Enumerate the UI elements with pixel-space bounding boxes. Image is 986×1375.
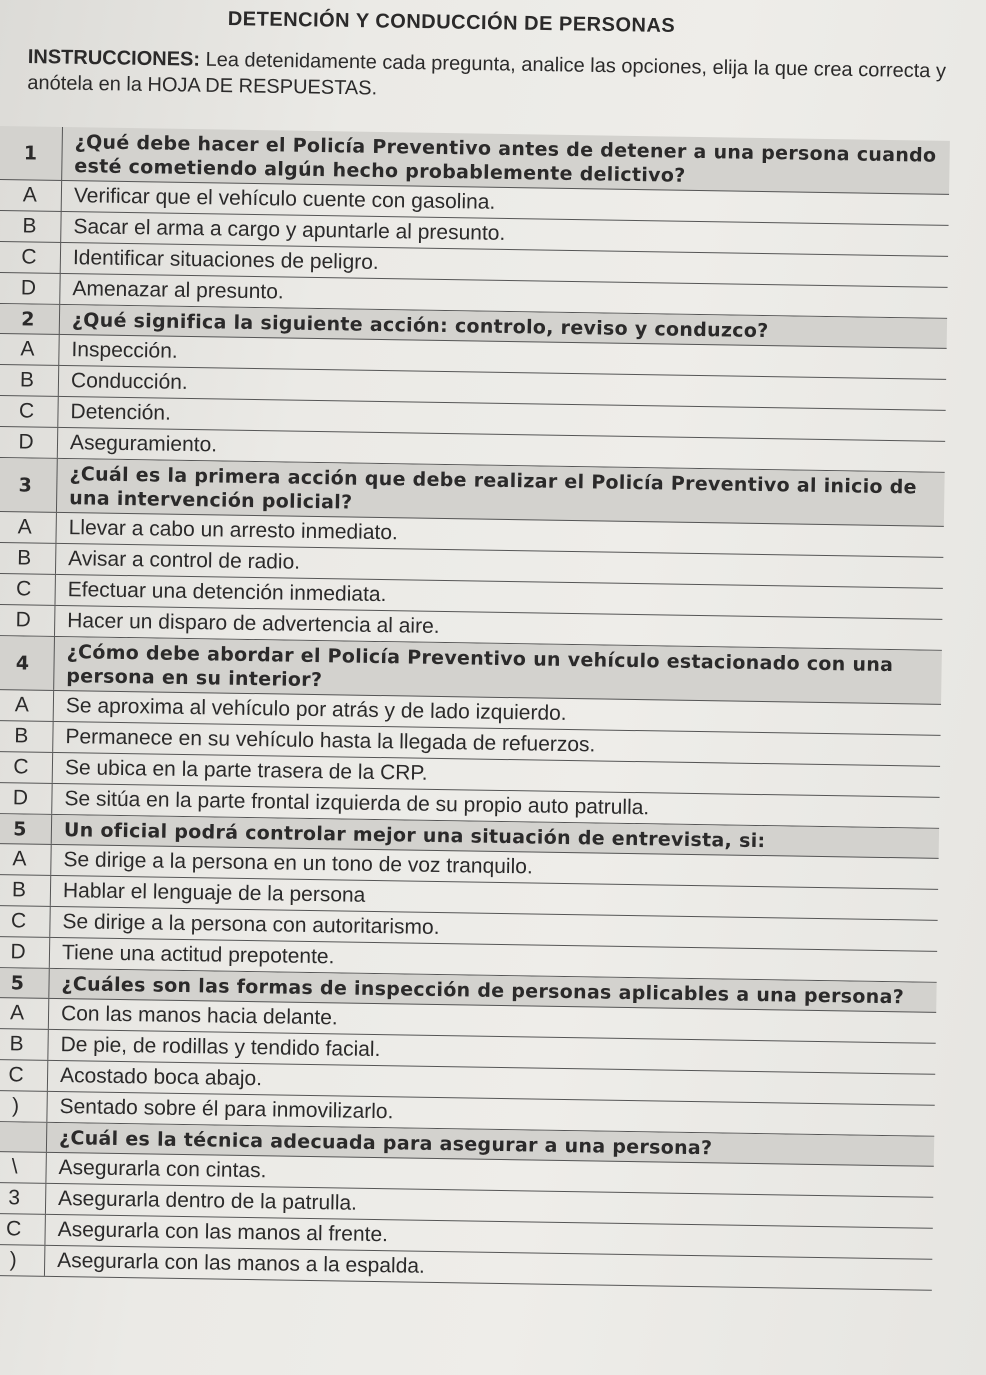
option-text: Asegurarla con las manos a la espalda. [57, 1249, 426, 1278]
option-letter: D [0, 783, 53, 814]
option-letter: B [0, 365, 59, 396]
option-text: Se sitúa en la parte frontal izquierda de su propio auto patrulla. [64, 787, 650, 820]
option-letter: D [0, 273, 61, 304]
option-text: Tiene una actitud prepotente. [61, 941, 335, 969]
option-text: Verificar que el vehículo cuente con gasolina. [73, 184, 496, 214]
option-letter: \ [0, 1152, 47, 1183]
option-letter: B [0, 875, 51, 906]
option-text: Hablar el lenguaje de la persona [62, 879, 366, 907]
option-text: Con las manos hacia delante. [60, 1002, 338, 1030]
option-letter: A [0, 180, 62, 211]
question-number: 1 [0, 126, 63, 180]
option-text: Hacer un disparo de advertencia al aire. [67, 609, 440, 638]
question-number: 5 [0, 968, 50, 998]
question-number: 5 [0, 814, 52, 844]
option-letter: D [0, 427, 58, 458]
page-title: DETENCIÓN Y CONDUCCIÓN DE PERSONAS [227, 8, 676, 38]
option-text: Se ubica en la parte trasera de la CRP. [64, 756, 428, 785]
question-text: ¿Cuál es la primera acción que debe realizar el Policía Preventivo al inicio de una intervención policial? [68, 463, 918, 514]
option-text: Conducción. [70, 369, 188, 394]
option-text: Se dirige a la persona en un tono de voz tranquilo. [63, 848, 533, 879]
question-text: ¿Qué debe hacer el Policía Preventivo antes de detener a una persona cuando esté cometiendo algún hecho probablemente delictivo? [74, 131, 937, 187]
option-text: Sentado sobre él para inmovilizarlo. [59, 1095, 394, 1124]
option-letter: B [0, 543, 56, 574]
option-letter: A [0, 512, 57, 543]
option-text: Se dirige a la persona con autoritarismo. [62, 910, 440, 940]
option-letter: C [0, 242, 61, 273]
questions-table [0, 126, 950, 1291]
option-text: Efectuar una detención inmediata. [67, 578, 387, 607]
option-text: Se aproxima al vehículo por atrás y de lado izquierdo. [65, 694, 567, 725]
option-text: Inspección. [71, 338, 178, 363]
question-number: 4 [0, 636, 55, 690]
instructions-label: INSTRUCCIONES: [27, 45, 201, 71]
option-letter: A [0, 690, 54, 721]
option-text: Llevar a cabo un arresto inmediato. [68, 516, 399, 545]
option-text: Acostado boca abajo. [59, 1064, 263, 1091]
instructions [27, 44, 948, 110]
option-letter: D [0, 937, 50, 968]
option-letter: C [0, 574, 56, 605]
option-letter: C [0, 1060, 48, 1091]
question-text: ¿Qué significa la siguiente acción: controlo, reviso y conduzco? [71, 309, 769, 343]
option-letter: B [0, 211, 62, 242]
option-letter: C [0, 396, 59, 427]
instructions-text: Lea detenidamente cada pregunta, analice las opciones, elija la que crea correcta y anótela en la HOJA DE RESPUESTAS. [27, 48, 947, 100]
option-text: Asegurarla con las manos al frente. [57, 1218, 389, 1247]
option-letter: ) [0, 1091, 48, 1122]
option-text: Aseguramiento. [69, 431, 218, 457]
option-letter: A [0, 998, 49, 1029]
question-number: 3 [0, 458, 58, 512]
option-letter: B [0, 1029, 49, 1060]
option-letter: D [0, 605, 55, 636]
question-number: 2 [0, 304, 60, 334]
option-letter: C [0, 906, 51, 937]
option-text: Avisar a control de radio. [68, 547, 301, 574]
option-letter: B [0, 721, 54, 752]
question-text: ¿Cuáles son las formas de inspección de personas aplicables a una persona? [61, 973, 905, 1009]
option-letter: A [0, 334, 60, 365]
option-text: Permanece en su vehículo hasta la llegada de refuerzos. [65, 725, 596, 757]
question-text: Un oficial podrá controlar mejor una situación de entrevista, si: [63, 819, 766, 853]
option-letter: C [0, 752, 53, 783]
option-letter: ) [0, 1245, 45, 1276]
option-text: Sacar el arma a cargo y apuntarle al presunto. [73, 215, 506, 245]
option-text: Amenazar al presunto. [72, 277, 284, 304]
option-text: Asegurarla dentro de la patrulla. [57, 1187, 358, 1215]
question-text: ¿Cómo debe abordar el Policía Preventivo un vehículo estacionado con una persona en su interior? [66, 641, 894, 692]
option-text: Asegurarla con cintas. [58, 1156, 267, 1183]
question-number [0, 1122, 47, 1152]
question-text: ¿Cuál es la técnica adecuada para asegurar a una persona? [58, 1127, 713, 1160]
option-letter: C [0, 1214, 46, 1245]
option-text: De pie, de rodillas y tendido facial. [60, 1033, 381, 1062]
option-text: Identificar situaciones de peligro. [72, 246, 379, 274]
option-letter: 3 [0, 1183, 46, 1214]
option-letter: A [0, 844, 52, 875]
option-text: Detención. [70, 400, 172, 425]
